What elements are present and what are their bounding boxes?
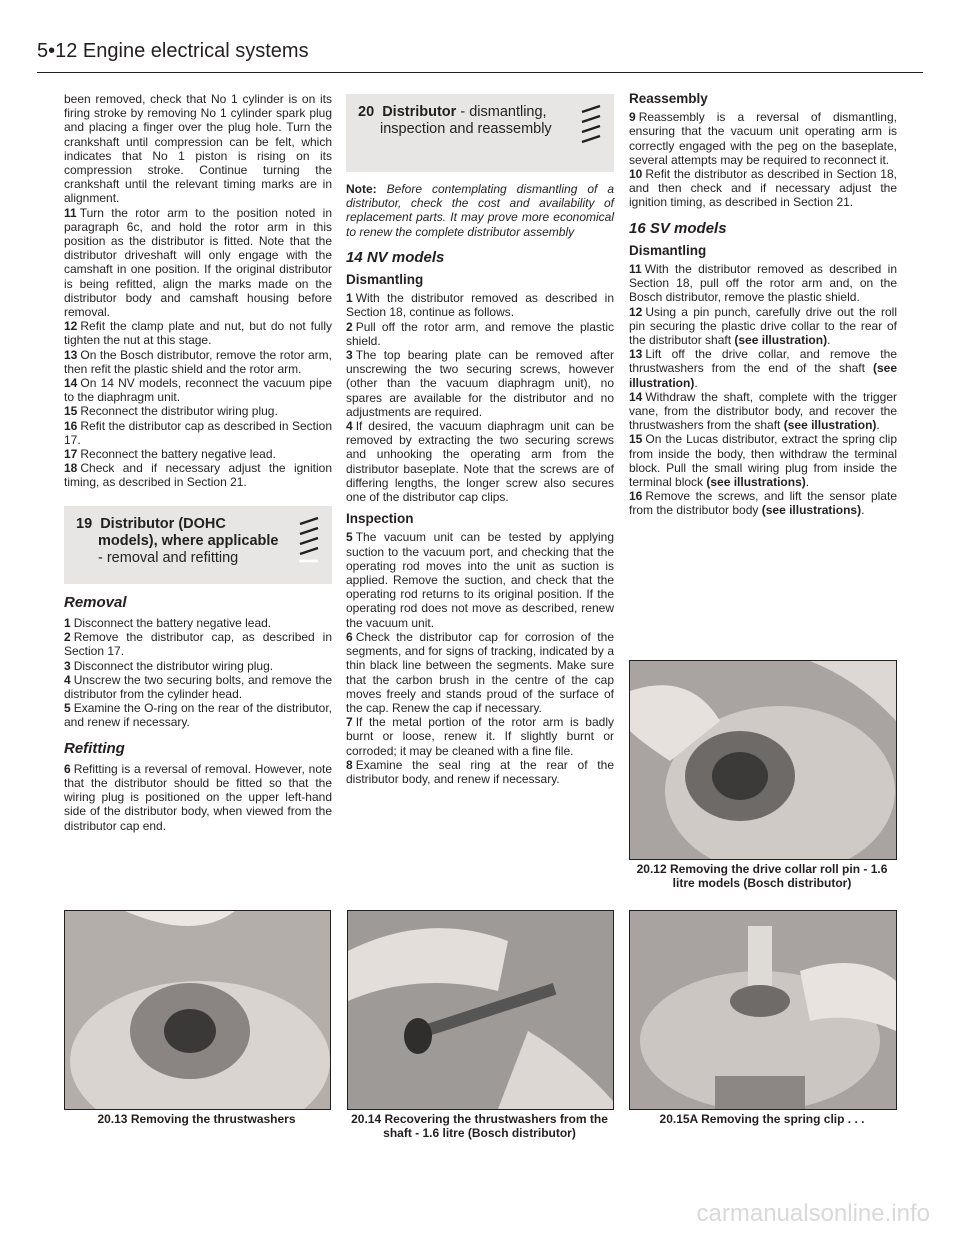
illustration-reference: (see illustration) bbox=[629, 361, 897, 390]
step-paragraph bbox=[629, 489, 897, 517]
step-number: 6 bbox=[346, 629, 353, 644]
step-text-end: . bbox=[805, 475, 810, 490]
note-paragraph bbox=[346, 182, 614, 239]
step-text-end: . bbox=[876, 418, 880, 433]
photo-20-14 bbox=[347, 910, 614, 1110]
step-text-end: . bbox=[861, 503, 865, 518]
step-paragraph bbox=[64, 762, 332, 833]
step-number: 5 bbox=[64, 701, 71, 716]
step-paragraph bbox=[64, 673, 332, 701]
section-number: 19 bbox=[76, 515, 93, 532]
step-number: 8 bbox=[346, 757, 353, 772]
step-paragraph bbox=[64, 630, 332, 658]
spring-clip-photo-illustration bbox=[630, 911, 896, 1109]
step-number: 18 bbox=[64, 461, 78, 476]
dismantling-steps bbox=[346, 291, 614, 504]
step-paragraph bbox=[629, 110, 897, 167]
step-text: Withdraw the shaft, complete with the trigger vane, from the distributor body, and recover the thrustwashers from the shaft bbox=[629, 389, 897, 433]
step-number: 5 bbox=[346, 530, 353, 545]
illustration-reference: (see illustrations) bbox=[706, 475, 806, 490]
step-text: Remove the distributor cap, as described in Section 17. bbox=[64, 630, 332, 659]
sv-dismantling-heading: Dismantling bbox=[629, 242, 707, 258]
header-rule bbox=[37, 72, 923, 73]
reassembly-heading: Reassembly bbox=[629, 91, 708, 106]
section-subtitle: - dismantling, inspection and reassembly bbox=[380, 104, 552, 137]
step-paragraph bbox=[64, 404, 332, 418]
refitting-steps bbox=[64, 762, 332, 833]
step-text: The top bearing plate can be removed after unscrewing the two securing screws, however (other than the vacuum diaphragm unit), no spares are available for the distributor and no adjustments are required. bbox=[346, 348, 614, 419]
step-number: 9 bbox=[629, 110, 636, 125]
photo-20-12 bbox=[629, 660, 897, 860]
sv-models-heading: 16 SV models bbox=[629, 219, 727, 237]
step-text: Pull off the rotor arm, and remove the plastic shield. bbox=[346, 319, 614, 348]
step-number: 13 bbox=[629, 347, 643, 362]
step-text: Check and if necessary adjust the ignition timing, as described in Section 21. bbox=[64, 461, 332, 490]
watermark: carmanualsonline.info bbox=[696, 1200, 930, 1227]
refitting-heading: Refitting bbox=[64, 739, 125, 757]
removal-steps bbox=[64, 616, 332, 730]
step-paragraph bbox=[64, 701, 332, 729]
step-number: 4 bbox=[64, 672, 71, 687]
inspection-steps bbox=[346, 530, 614, 786]
illustration-reference: (see illustration) bbox=[734, 333, 828, 348]
distributor-photo-illustration bbox=[630, 661, 896, 859]
step-text: Reconnect the battery negative lead. bbox=[80, 447, 276, 462]
step-text: Lift off the drive collar, and remove the thrustwashers from the end of the shaft bbox=[629, 347, 897, 376]
sv-dismantling-steps bbox=[629, 262, 897, 518]
step-number: 12 bbox=[629, 304, 643, 319]
step-text: Refit the distributor cap as described in Section 17. bbox=[64, 418, 332, 447]
step-text-end: . bbox=[827, 333, 831, 348]
reassembly-steps bbox=[629, 110, 897, 209]
note-text: Before contemplating dismantling of a distributor, check the cost and availability of replacement parts. It may prove more economical to renew the complete distributor assembly bbox=[346, 182, 614, 239]
illustration-reference: (see illustration) bbox=[783, 418, 877, 433]
step-number: 11 bbox=[629, 262, 642, 277]
illustration-reference: (see illustrations) bbox=[761, 503, 862, 518]
intro-paragraph: been removed, check that No 1 cylinder is on its firing stroke by removing No 1 cylinder spark plug and placing a finger over the plug hole. Turn the crankshaft until compression can be felt, which indicates that No 1 piston is rising on its compression stroke. Continue turning the crankshaft until the relevant timing marks are in alignment. bbox=[64, 92, 332, 206]
step-number: 14 bbox=[64, 376, 78, 391]
step-text: Examine the O-ring on the rear of the distributor, and renew if necessary. bbox=[64, 701, 332, 730]
col1-steps bbox=[64, 206, 332, 490]
photo-20-15a bbox=[629, 910, 897, 1110]
step-text: Remove the screws, and lift the sensor plate from the distributor body bbox=[629, 489, 897, 518]
step-text-end: . bbox=[694, 375, 698, 390]
step-paragraph bbox=[346, 320, 614, 348]
step-paragraph bbox=[64, 616, 332, 630]
step-text: Reassembly is a reversal of dismantling, ensuring that the vacuum unit operating arm is correctly engaged with the peg on the baseplate, several attempts may be required to reconnect it. bbox=[629, 110, 897, 167]
section-number: 20 bbox=[358, 104, 375, 120]
step-paragraph bbox=[346, 348, 614, 419]
dismantling-heading: Dismantling bbox=[346, 272, 424, 288]
caption-20-14: 20.14 Recovering the thrustwashers from the shaft - 1.6 litre (Bosch distributor) bbox=[351, 1112, 608, 1140]
difficulty-spanner-icon bbox=[296, 514, 322, 568]
step-number: 15 bbox=[64, 404, 78, 419]
step-text: With the distributor removed as described in Section 18, continue as follows. bbox=[346, 291, 614, 320]
shaft-photo-illustration bbox=[348, 911, 613, 1109]
column-1 bbox=[64, 92, 332, 833]
step-paragraph bbox=[346, 758, 614, 786]
step-number: 4 bbox=[346, 419, 353, 434]
step-paragraph bbox=[346, 419, 614, 504]
step-paragraph bbox=[346, 530, 614, 629]
step-paragraph bbox=[629, 262, 897, 305]
step-text: On 14 NV models, reconnect the vacuum pipe to the diaphragm unit. bbox=[64, 376, 332, 405]
step-text: Turn the rotor arm to the position noted in paragraph 6c, and hold the rotor arm in this position as the distributor is fitted. Note that the distributor driveshaft will only engage with the camshaft in one position. If the original distributor is being refitted, align the marks made on the distributor body and camshaft housing before removal. bbox=[64, 205, 332, 320]
difficulty-spanner-icon bbox=[578, 102, 604, 156]
caption-20-12: 20.12 Removing the drive collar roll pin - 1.6 litre models (Bosch distributor) bbox=[636, 862, 888, 890]
section-title: Distributor (DOHC models), where applicable bbox=[98, 515, 279, 549]
step-number: 7 bbox=[346, 715, 353, 730]
step-number: 6 bbox=[64, 761, 71, 776]
step-text: Refitting is a reversal of removal. However, note that the distributor should be fitted so that the wiring plug is positioned on the upper left-hand side of the distributor body, when viewed from the distributor cap end. bbox=[64, 761, 332, 833]
step-number: 16 bbox=[629, 489, 643, 504]
caption-20-15a: 20.15A Removing the spring clip . . . bbox=[659, 1112, 865, 1126]
step-paragraph bbox=[629, 432, 897, 489]
step-text: Disconnect the battery negative lead. bbox=[73, 615, 272, 630]
section-20-heading-box bbox=[346, 94, 614, 172]
step-paragraph bbox=[64, 206, 332, 320]
page-header: 5•12 Engine electrical systems bbox=[37, 40, 309, 62]
step-text: Using a pin punch, carefully drive out the roll pin securing the plastic drive collar to the rear of the distributor shaft bbox=[629, 304, 897, 348]
step-paragraph bbox=[346, 291, 614, 319]
step-paragraph bbox=[64, 376, 332, 404]
nv-models-heading: 14 NV models bbox=[346, 248, 445, 266]
step-paragraph bbox=[64, 447, 332, 461]
step-paragraph bbox=[64, 461, 332, 489]
step-number: 3 bbox=[64, 658, 71, 673]
step-text: The vacuum unit can be tested by applying suction to the vacuum port, and checking that the operating rod moves into the unit as suction is applied. Remove the suction, and check that the operating rod returns to its original position. If the operating rod does not move as described, renew the vacuum unit. bbox=[346, 530, 614, 630]
note-label: Note: bbox=[346, 182, 377, 196]
caption-20-13: 20.13 Removing the thrustwashers bbox=[97, 1112, 296, 1126]
section-19-heading-box bbox=[64, 506, 332, 584]
step-paragraph bbox=[346, 630, 614, 715]
step-text: Disconnect the distributor wiring plug. bbox=[73, 658, 274, 673]
step-number: 16 bbox=[64, 418, 78, 433]
step-number: 1 bbox=[64, 615, 71, 630]
column-3 bbox=[629, 92, 897, 518]
section-title: Distributor bbox=[382, 104, 457, 120]
step-number: 3 bbox=[346, 348, 353, 363]
step-text: Unscrew the two securing bolts, and remove the distributor from the cylinder head. bbox=[64, 672, 332, 701]
step-paragraph bbox=[64, 319, 332, 347]
step-number: 17 bbox=[64, 447, 78, 462]
step-number: 15 bbox=[629, 432, 643, 447]
thrustwasher-photo-illustration bbox=[65, 911, 330, 1109]
step-paragraph bbox=[64, 659, 332, 673]
step-text: With the distributor removed as described in Section 18, pull off the rotor arm and, on the Bosch distributor, remove the plastic shield. bbox=[629, 262, 897, 305]
step-paragraph bbox=[64, 348, 332, 376]
step-paragraph bbox=[64, 419, 332, 447]
step-text: If the metal portion of the rotor arm is badly burnt or loose, renew it. If slightly burnt or corroded; it may be cleaned with a fine file. bbox=[346, 715, 614, 758]
step-number: 11 bbox=[64, 205, 77, 220]
step-number: 2 bbox=[64, 630, 71, 645]
step-paragraph bbox=[346, 715, 614, 758]
step-text: Refit the distributor as described in Section 18, and then check and if necessary adjust the ignition timing, as described in Section 21. bbox=[629, 167, 897, 210]
step-number: 14 bbox=[629, 389, 643, 404]
step-paragraph bbox=[629, 347, 897, 390]
step-number: 13 bbox=[64, 347, 78, 362]
step-paragraph bbox=[629, 390, 897, 433]
step-text: Examine the seal ring at the rear of the distributor body, and renew if necessary. bbox=[346, 757, 614, 786]
step-paragraph bbox=[629, 305, 897, 348]
step-text: Check the distributor cap for corrosion of the segments, and for signs of tracking, indicated by a thin black line between the segments. Make sure that the carbon brush in the centre of the cap moves freely and stands proud of the surface of the cap. Renew the cap if necessary. bbox=[346, 629, 614, 715]
step-text: On the Bosch distributor, remove the rotor arm, then refit the plastic shield and the rotor arm. bbox=[64, 347, 332, 376]
step-text: If desired, the vacuum diaphragm unit can be removed by extracting the two securing screws and unhooking the operating arm from the distributor baseplate. Note that the screws are of differing lengths, the longer screw also secures one of the distributor cap clips. bbox=[346, 419, 614, 505]
removal-heading: Removal bbox=[64, 593, 127, 611]
inspection-heading: Inspection bbox=[346, 511, 414, 527]
column-2 bbox=[346, 92, 614, 786]
step-number: 2 bbox=[346, 319, 353, 334]
step-number: 10 bbox=[629, 167, 643, 182]
step-text: Refit the clamp plate and nut, but do not fully tighten the nut at this stage. bbox=[64, 319, 332, 348]
step-text: Reconnect the distributor wiring plug. bbox=[80, 404, 278, 419]
step-paragraph bbox=[629, 167, 897, 210]
step-number: 1 bbox=[346, 291, 353, 306]
step-number: 12 bbox=[64, 319, 78, 334]
section-subtitle: - removal and refitting bbox=[98, 549, 239, 566]
photo-20-13 bbox=[64, 910, 331, 1110]
step-text: On the Lucas distributor, extract the spring clip from inside the body, then withdraw the terminal block. Pull the small wiring plug from inside the terminal block bbox=[629, 432, 897, 490]
